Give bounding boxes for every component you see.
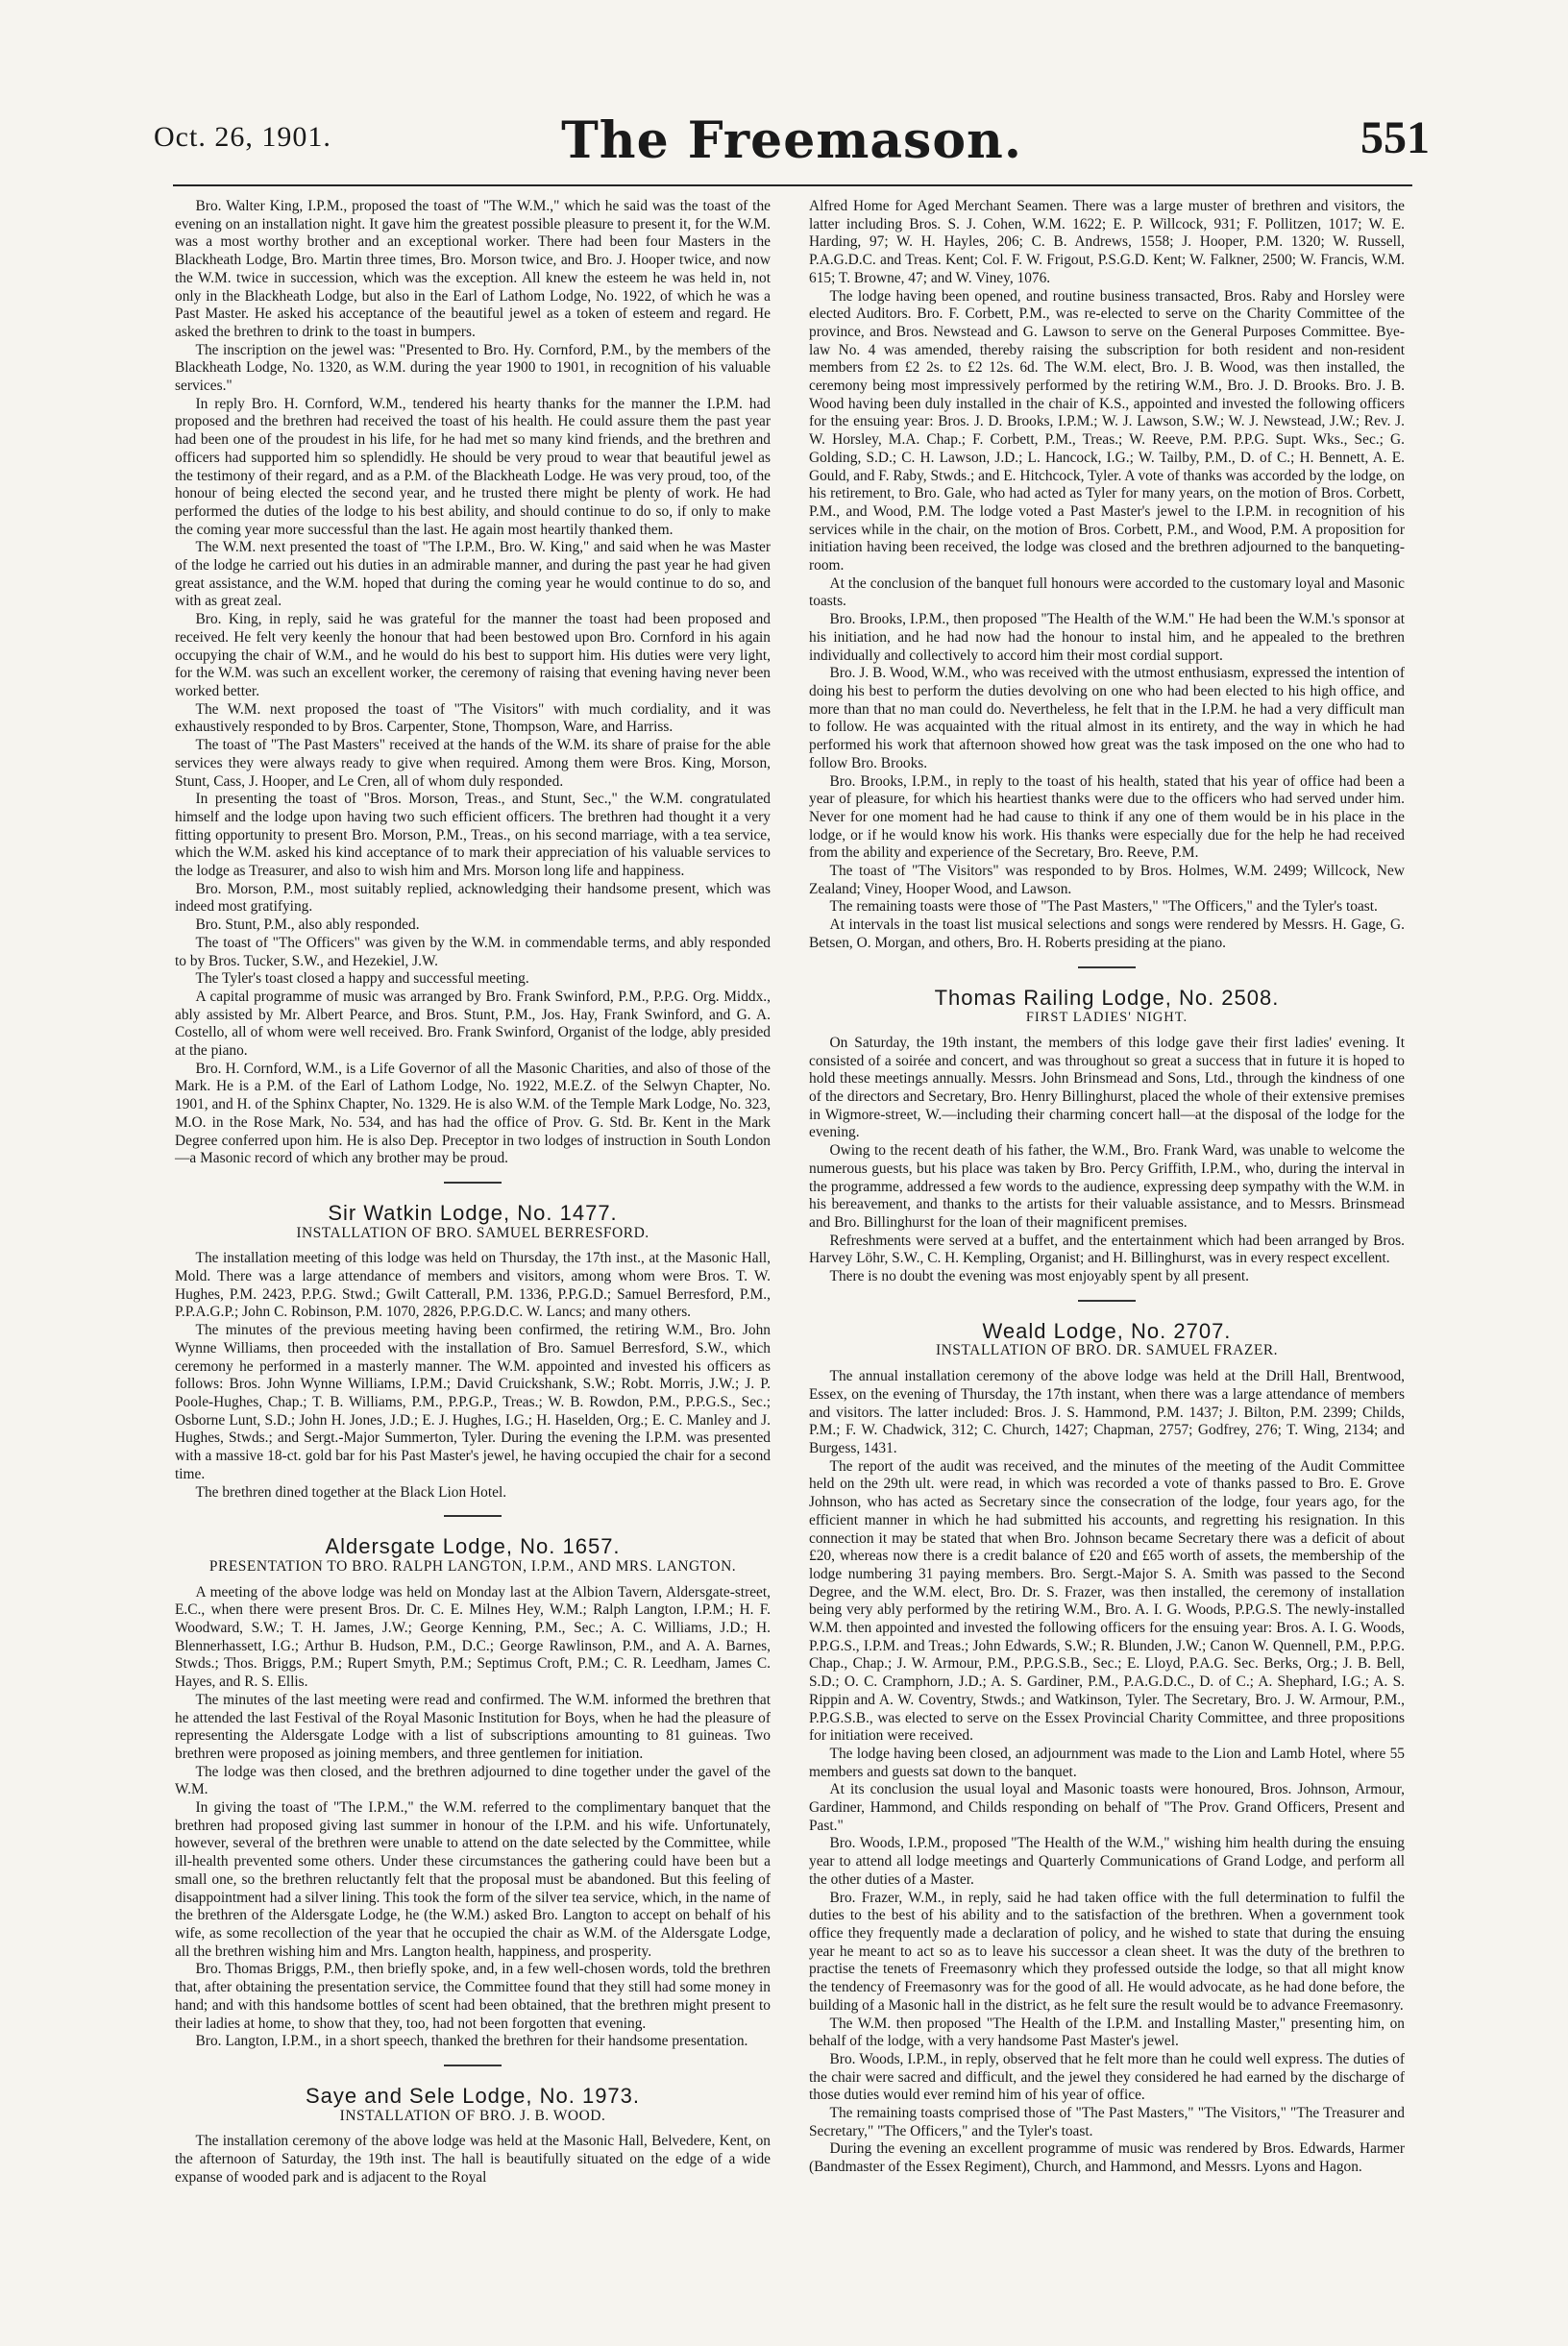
paragraph: Bro. Walter King, I.P.M., proposed the toast of "The W.M.," which he said was the toast of the evening on an installation night. It gave him the greatest possible pleasure to present it, for the W.M. was a most worthy brother and an exceptional worker. There had been four Masters in the Blackheath Lodge, Bro. Martin three times, Bro. Morson twice, and Bro. J. Hooper twice, and now the W.M. twice in succession, which was the exception. All knew the esteem he was held in, not only in the Blackheath Lodge, but also in the Earl of Lathom Lodge, No. 1922, of which he was a Past Master. He asked his acceptance of the beautiful jewel as a token of esteem and regard. He asked the brethren to drink to the toast in bumpers. bbox=[175, 198, 771, 340]
article-title: Sir Watkin Lodge, No. 1477. bbox=[328, 1200, 618, 1225]
article-subtitle: FIRST LADIES' NIGHT. bbox=[1025, 1010, 1188, 1026]
section-divider bbox=[444, 2065, 502, 2066]
paragraph: In giving the toast of "The I.P.M.," the W.M. referred to the complimentary banquet that the brethren had proposed giving last summer in honour of the I.P.M. and his wife. Unfortunately, however, several of the brethren were unable to attend on the date selected by the Committee, while ill-health prevented some others. Under these circumstances the gathering could have been but a small one, so the brethren reluctantly felt that the proposal must be abandoned. But this feeling of disappointment had a silver lining. This took the form of the silver tea service, which, in the name of the brethren of the Aldersgate Lodge, he (the W.M.) asked Bro. Langton to accept on behalf of his wife, as some recollection of the year that he occupied the chair as W.M. of the Aldersgate Lodge, all the brethren wishing him and Mrs. Langton health, happiness, and prosperity. bbox=[175, 1799, 771, 1960]
paragraph: The minutes of the previous meeting having been confirmed, the retiring W.M., Bro. John Wynne Williams, then proceeded with the installation of Bro. Samuel Berresford, S.W., which ceremony he performed in a masterly manner. The W.M. appointed and invested his officers as follows: Bros. John Wynne Williams, I.P.M.; David Cruickshank, S.W.; Robt. Morris, J.W.; J. P. Poole-Hughes, Chap.; T. B. Williams, P.M., P.P.G.P., Treas.; W. B. Rowdon, P.M., P.P.G.S., Sec.; Osborne Lunt, S.D.; John H. Jones, J.D.; E. J. Hughes, I.G.; H. Haselden, Org.; E. C. Manley and J. Hughes, Stwds.; and Sergt.-Major Summerton, Tyler. During the evening the I.P.M. was presented with a massive 18-ct. gold bar for his Past Master's jewel, he having occupied the chair for a second time. bbox=[175, 1322, 771, 1482]
paragraph: Bro. Frazer, W.M., in reply, said he had taken office with the full determination to fulfil the duties to the best of his ability and to the satisfaction of the brethren. When a government took office they frequently made a declaration of policy, and he wished to state that during the ensuing year he meant to act so as to leave his successor a clean sheet. It was the duty of the brethren to practise the tenets of Freemasonry which they professed outside the lodge, so that all might know the tendency of Freemasonry was for the good of all. He would advocate, as he had done before, the building of a Masonic hall in the district, as he felt sure the result would be to advance Freemasonry. bbox=[809, 1889, 1405, 2014]
blackheath-report bbox=[175, 198, 771, 1168]
aldersgate-article bbox=[175, 1534, 771, 2051]
paragraph: In reply Bro. H. Cornford, W.M., tendered his hearty thanks for the manner the I.P.M. had proposed and the brethren had received the toast of his health. He could assure them the past year had been one of the proudest in his life, for he had met so many kind friends, and the brethren and officers had supported him so splendidly. He should be very proud to wear that beautiful jewel as the testimony of their regard, and as a P.M. of the Blackheath Lodge. He was very proud, too, of the honour of being elected the second year, and he trusted there might be plenty of work. He had performed the duties of the lodge to his best ability, and should continue to do so, if only to make the coming year more successful than the last. He again most heartily thanked them. bbox=[175, 395, 771, 538]
paragraph: Bro. J. B. Wood, W.M., who was received with the utmost enthusiasm, expressed the intention of doing his best to perform the duties devolving on one who had been elected to his high office, and more than that no man could do. Nevertheless, he felt that in the I.P.M. he had a very difficult man to follow. He was acquainted with the ritual almost in its entirety, and the way in which he had performed his work that afternoon showed how great was the task imposed on the one who had to follow Bro. Brooks. bbox=[809, 665, 1405, 771]
article-subtitle: PRESENTATION TO BRO. RALPH LANGTON, I.P.M., AND MRS. LANGTON. bbox=[208, 1557, 737, 1575]
paragraph: On Saturday, the 19th instant, the members of this lodge gave their first ladies' evening. It consisted of a soirée and concert, and was throughout so great a success that in future it is hoped to hold these meetings annually. Messrs. John Brinsmead and Sons, Ltd., through the kindness of one of the directors and Secretary, Bro. Henry Billinghurst, placed the whole of their extensive premises in Wigmore-street, W.—including their charming concert hall—at the disposal of the lodge for the evening. bbox=[809, 1034, 1405, 1141]
paragraph: Bro. Stunt, P.M., also ably responded. bbox=[195, 916, 420, 934]
header-rule bbox=[173, 184, 1412, 186]
paragraph: The W.M. then proposed "The Health of the I.P.M. and Installing Master," presenting him, on behalf of the lodge, with a very handsome Past Master's jewel. bbox=[809, 2015, 1405, 2050]
paragraph: Bro. Morson, P.M., most suitably replied, acknowledging their handsome present, which was indeed most gratifying. bbox=[175, 880, 771, 916]
weald-article bbox=[809, 1318, 1405, 2177]
paragraph: Owing to the recent death of his father, the W.M., Bro. Frank Ward, was unable to welcome the numerous guests, but his place was taken by Bro. Percy Griffith, I.P.M., who, during the interval in the programme, addressed a few words to the audience, expressing deep sympathy with the W.M. in his bereavement, and thanks to the artists for their valuable assistance, and to Messrs. Brinsmead and Bro. Billinghurst for the loan of their magnificent premises. bbox=[809, 1142, 1405, 1231]
paragraph: The installation meeting of this lodge was held on Thursday, the 17th inst., at the Masonic Hall, Mold. There was a large attendance of members and visitors, among whom were Bros. T. W. Hughes, P.M. 2423, P.P.G. Stwd.; Gwilt Catterall, P.M. 1336, P.P.G.D.; Samuel Berresford, P.M., P.P.A.G.P.; John C. Robinson, P.M. 1070, 2826, P.P.G.D.C. W. Lancs; and many others. bbox=[175, 1250, 771, 1321]
paragraph: During the evening an excellent programme of music was rendered by Bros. Edwards, Harmer (Bandmaster of the Essex Regiment), Church, and Hammond, and Messrs. Lyons and Hagon. bbox=[809, 2140, 1405, 2176]
section-divider bbox=[444, 1515, 502, 1517]
paragraph: The installation ceremony of the above lodge was held at the Masonic Hall, Belvedere, Kent, on the afternoon of Saturday, the 19th inst. The hall is beautifully situated on the edge of a wide expanse of wooded park and is adjacent to the Royal bbox=[175, 2133, 771, 2186]
article-subtitle: INSTALLATION OF BRO. J. B. WOOD. bbox=[339, 2107, 606, 2124]
article-title: Saye and Sele Lodge, No. 1973. bbox=[305, 2083, 641, 2108]
paragraph: At the conclusion of the banquet full honours were accorded to the customary loyal and Masonic toasts. bbox=[809, 574, 1405, 610]
paragraph: The toast of "The Past Masters" received at the hands of the W.M. its share of praise for the able services they were always ready to give when required. Among them were Bros. King, Morson, Stunt, Cass, J. Hooper, and Le Cren, all of whom duly responded. bbox=[175, 737, 771, 790]
masthead bbox=[154, 111, 1430, 173]
publication-title: The Freemason. bbox=[561, 111, 1022, 170]
page-number: 551 bbox=[1360, 112, 1430, 163]
paragraph: Bro. Brooks, I.P.M., then proposed "The Health of the W.M." He had been the W.M.'s sponsor at his initiation, and he had now had the honour to instal him, and he appealed to the brethren individually and collectively to accord him their most cordial support. bbox=[809, 611, 1405, 664]
paragraph: The Tyler's toast closed a happy and successful meeting. bbox=[195, 970, 529, 988]
paragraph: The lodge having been opened, and routine business transacted, Bros. Raby and Horsley were elected Auditors. Bro. F. Corbett, P.M., was re-elected to serve on the Charity Committee of the province, and Bros. Newstead and G. Lawson to serve on the General Purposes Committee. Bye-law No. 4 was amended, thereby raising the subscription for both resident and non-resident members from £2 2s. to £2 12s. 6d. The W.M. elect, Bro. J. B. Wood, was then installed, the ceremony being most impressively performed by the retiring W.M., Bro. J. D. Brooks. Bro. J. B. Wood having been duly installed in the chair of K.S., appointed and invested the following officers for the ensuing year: Bros. J. D. Brooks, I.P.M.; W. J. Lawson, S.W.; W. J. Newstead, J.W.; Rev. J. W. Horsley, M.A. Chap.; F. Corbett, P.M., Treas.; W. Reeve, P.M. P.P.G. Supt. Wks., Sec.; G. Golding, S.D.; C. H. Lawson, J.D.; L. Hancock, I.G.; W. Tailby, P.M., D. of C.; H. Bennett, A. E. Gould, and F. Raby, Stwds.; and E. Hitchcock, Tyler. A vote of thanks was accorded by the lodge, on his retirement, to Bro. Gale, who had acted as Tyler for many years, on the motion of Bros. Corbett, P.M., and Wood, P.M. The lodge voted a Past Master's jewel to the I.P.M. in recognition of his services while in the chair, on the motion of Bros. Corbett, P.M., and Wood, P.M. A proposition for initiation having been received, the lodge was closed and the brethren adjourned to the banqueting-room. bbox=[809, 287, 1405, 574]
paragraph: Bro. King, in reply, said he was grateful for the manner the toast had been proposed and received. He felt very keenly the honour that had been bestowed upon Bro. Cornford in his again occupying the chair of W.M., and he would do his best to support him. His duties were very light, for the W.M. was such an excellent worker, the ceremony of raising that evening having never been worked better. bbox=[175, 611, 771, 699]
paragraph: At intervals in the toast list musical selections and songs were rendered by Messrs. H. Gage, G. Betsen, O. Morgan, and others, Bro. H. Roberts presiding at the piano. bbox=[809, 916, 1405, 951]
paragraph: The report of the audit was received, and the minutes of the meeting of the Audit Committee held on the 29th ult. were read, in which was recorded a vote of thanks passed to Bro. E. Grove Johnson, who has acted as Secretary since the consecration of the lodge, four years ago, for the efficient manner in which he had submitted his accounts, and regretting his resignation. In this connection it may be stated that when Bro. Johnson became Secretary there was a deficit of about £20, whereas now there is a credit balance of £20 and £65 worth of assets, the membership of the lodge numbering 31 paying members. Bro. Sergt.-Major S. A. Smith was passed to the Second Degree, and the W.M. elect, Bro. Dr. S. Frazer, was then installed, the ceremony of installation being very ably performed by the retiring W.M., Bro. A. I. G. Woods, P.P.G.S. The newly-installed W.M. then appointed and invested the following officers for the ensuing year: Bros. A. I. G. Woods, P.P.G.S., I.P.M. and Treas.; John Edwards, S.W.; R. Blunden, J.W.; Canon W. Quennell, P.M., P.P.G. Chap., Chap.; J. W. Armour, P.M., P.P.G.S.B., Sec.; E. Lloyd, P.A.G. Sec. Berks, Org.; J. B. Bell, S.D.; O. C. Cramphorn, J.D.; A. S. Gardiner, P.M., P.A.G.D.C., D. of C.; A. Shephard, I.G.; A. S. Rippin and A. W. Coventry, Stwds.; and Watkinson, Tyler. The Secretary, Bro. J. W. Armour, P.M., P.P.G.S.B., was elected to serve on the Essex Provincial Charity Committee, and three propositions for initiation were received. bbox=[809, 1457, 1405, 1745]
saye-sele-article bbox=[175, 2083, 771, 2187]
paragraph: Bro. Langton, I.P.M., in a short speech, thanked the brethren for their handsome presentation. bbox=[195, 2033, 748, 2050]
paragraph: The lodge having been closed, an adjournment was made to the Lion and Lamb Hotel, where 55 members and guests sat down to the banquet. bbox=[809, 1745, 1405, 1780]
paragraph: The W.M. next presented the toast of "The I.P.M., Bro. W. King," and said when he was Master of the lodge he carried out his duties in an admirable manner, and during the past year he had given great assistance, and the W.M. hoped that during the coming year he would continue to do so, and with as great zeal. bbox=[175, 539, 771, 610]
paragraph: Bro. Brooks, I.P.M., in reply to the toast of his health, stated that his year of office had been a year of pleasure, for which his heartiest thanks were due to the officers who had served under him. Never for one moment had he had cause to think if any one of them would be in his place in the lodge, or if he would know his work. His thanks were especially due for the help he had received from the ability and experience of the Secretary, Bro. Reeve, P.M. bbox=[809, 772, 1405, 862]
paragraph: The W.M. next proposed the toast of "The Visitors" with much cordiality, and it was exhaustively responded to by Bros. Carpenter, Stone, Thompson, Ware, and Harriss. bbox=[175, 700, 771, 736]
article-subtitle: INSTALLATION OF BRO. DR. SAMUEL FRAZER. bbox=[935, 1342, 1279, 1359]
paragraph: A capital programme of music was arranged by Bro. Frank Swinford, P.M., P.P.G. Org. Middx., ably assisted by Mr. Albert Pearce, and Bros. Stunt, P.M., Jos. Hay, Frank Swinford, and G. A. Costello, all of whom were well received. Bro. Frank Swinford, Organist of the lodge, ably presided at the piano. bbox=[175, 988, 771, 1060]
paragraph: Alfred Home for Aged Merchant Seamen. There was a large muster of brethren and visitors, the latter including Bros. S. J. Cohen, W.M. 1622; E. P. Willcock, 931; F. Pollitzen, 1017; W. E. Harding, 97; W. H. Hayles, 206; C. B. Andrews, 1558; J. Hooper, P.M. 1320; W. Russell, P.A.G.D.C. and Treas. Kent; Col. F. W. Frigout, P.S.G.D. Kent; W. Falkner, 2500; W. Francis, W.M. 615; T. Browne, 47; and W. Viney, 1076. bbox=[809, 198, 1405, 286]
paragraph: Bro. Thomas Briggs, P.M., then briefly spoke, and, in a few well-chosen words, told the brethren that, after obtaining the presentation service, the Committee found that they still had some money in hand; and with this handsome bottles of scent had been obtained, that the brethren might present to their ladies at home, to show that they, too, had not been forgotten that evening. bbox=[175, 1961, 771, 2032]
right-column bbox=[809, 198, 1405, 2177]
thomas-railing-article bbox=[809, 985, 1405, 1286]
article-title: Weald Lodge, No. 2707. bbox=[982, 1318, 1232, 1343]
paragraph: The brethren dined together at the Black Lion Hotel. bbox=[195, 1483, 507, 1501]
paragraph: The toast of "The Visitors" was responded to by Bros. Holmes, W.M. 2499; Willcock, New Zealand; Viney, Hooper Wood, and Lawson. bbox=[809, 863, 1405, 897]
section-divider bbox=[1078, 1300, 1136, 1302]
paragraph: Bro. H. Cornford, W.M., is a Life Governor of all the Masonic Charities, and also of those of the Mark. He is a P.M. of the Earl of Lathom Lodge, No. 1922, M.E.Z. of the Selwyn Chapter, No. 1901, and H. of the Sphinx Chapter, No. 1329. He is also W.M. of the Temple Mark Lodge, No. 323, M.O. in the Rose Mark, No. 534, and has had the office of Prov. G. Std. Br. Kent in the Mark Degree conferred upon him. He is also Dep. Preceptor in two lodges of instruction in South London—a Masonic record of which any brother may be proud. bbox=[175, 1060, 771, 1167]
sir-watkin-article bbox=[175, 1200, 771, 1502]
paragraph: The remaining toasts were those of "The Past Masters," "The Officers," and the Tyler's toast. bbox=[829, 898, 1378, 916]
section-divider bbox=[1078, 966, 1136, 968]
paragraph: A meeting of the above lodge was held on Monday last at the Albion Tavern, Aldersgate-street, E.C., when there were present Bros. Dr. C. E. Milnes Hey, W.M.; Ralph Langton, I.P.M.; H. F. Woodward, S.W.; T. H. James, J.W.; George Kenning, P.M., Sec.; A. C. Williams, J.D.; H. Blennerhassett, I.G.; Arthur B. Hudson, P.M., D.C.; George Rawlinson, P.M., and A. A. Barnes, Stwds.; Thos. Briggs, P.M.; Rupert Smyth, P.M.; Septimus Croft, P.M.; C. R. Leedham, James C. Hayes, and R. S. Ellis. bbox=[175, 1583, 771, 1691]
paragraph: Bro. Woods, I.P.M., in reply, observed that he felt more than he could well express. The duties of the chair were sacred and difficult, and the jewel they considered he had earned by the discharge of those duties would ever remind him of his year of office. bbox=[809, 2050, 1405, 2104]
article-title: Aldersgate Lodge, No. 1657. bbox=[325, 1534, 621, 1559]
paragraph: In presenting the toast of "Bros. Morson, Treas., and Stunt, Sec.," the W.M. congratulated himself and the lodge upon having two such efficient officers. The brethren had thought it a very fitting opportunity to present Bro. Morson, P.M., Treas., on his second marriage, with a tea service, which the W.M. asked his kind acceptance of to mark their appreciation of his valuable services to the lodge as Treasurer, and also to wish him and Mrs. Morson long life and happiness. bbox=[175, 791, 771, 880]
paragraph: The minutes of the last meeting were read and confirmed. The W.M. informed the brethren that he attended the last Festival of the Royal Masonic Institution for Boys, when he had the pleasure of representing the Aldersgate Lodge with a list of subscriptions amounting to 81 guineas. Two brethren were proposed as joining members, and three gentlemen for initiation. bbox=[175, 1691, 771, 1762]
paragraph: The inscription on the jewel was: "Presented to Bro. Hy. Cornford, P.M., by the members of the Blackheath Lodge, No. 1320, as W.M. during the year 1900 to 1901, in recognition of his valuable services." bbox=[175, 341, 771, 395]
saye-sele-continued bbox=[809, 198, 1405, 953]
article-subtitle: INSTALLATION OF BRO. SAMUEL BERRESFORD. bbox=[296, 1224, 649, 1241]
left-column bbox=[175, 198, 771, 2187]
paragraph: The annual installation ceremony of the above lodge was held at the Drill Hall, Brentwood, Essex, on the evening of Thursday, the 17th instant, when there was a large attendance of members and visitors. The latter included: Bros. J. S. Hammond, P.M. 1437; J. Bilton, P.M. 2399; Childs, P.M.; F. W. Chadwick, 312; C. Church, 1427; Chapman, 2757; Godfrey, 276; T. Wing, 2134; and Burgess, 1431. bbox=[809, 1368, 1405, 1456]
article-title: Thomas Railing Lodge, No. 2508. bbox=[934, 985, 1280, 1010]
issue-date: Oct. 26, 1901. bbox=[154, 121, 331, 153]
paragraph: Refreshments were served at a buffet, and the entertainment which had been arranged by Bros. Harvey Löhr, S.W., C. H. Kempling, Organist; and H. Billinghurst, was in every respect excellent. bbox=[809, 1232, 1405, 1267]
paragraph: The lodge was then closed, and the brethren adjourned to dine together under the gavel of the W.M. bbox=[175, 1763, 771, 1798]
section-divider bbox=[444, 1182, 502, 1184]
paragraph: The remaining toasts comprised those of "The Past Masters," "The Visitors," "The Treasurer and Secretary," "The Officers," and the Tyler's toast. bbox=[809, 2105, 1405, 2139]
paragraph: The toast of "The Officers" was given by the W.M. in commendable terms, and ably responded to by Bros. Tucker, S.W., and Hezekiel, J.W. bbox=[175, 934, 771, 969]
paragraph: There is no doubt the evening was most enjoyably spent by all present. bbox=[829, 1268, 1249, 1285]
paragraph: At its conclusion the usual loyal and Masonic toasts were honoured, Bros. Johnson, Armour, Gardiner, Hammond, and Childs responding on behalf of "The Prov. Grand Officers, Present and Past." bbox=[809, 1781, 1405, 1834]
paragraph: Bro. Woods, I.P.M., proposed "The Health of the W.M.," wishing him health during the ensuing year to attend all lodge meetings and Quarterly Communications of Grand Lodge, and perform all the other duties of a Master. bbox=[809, 1835, 1405, 1888]
